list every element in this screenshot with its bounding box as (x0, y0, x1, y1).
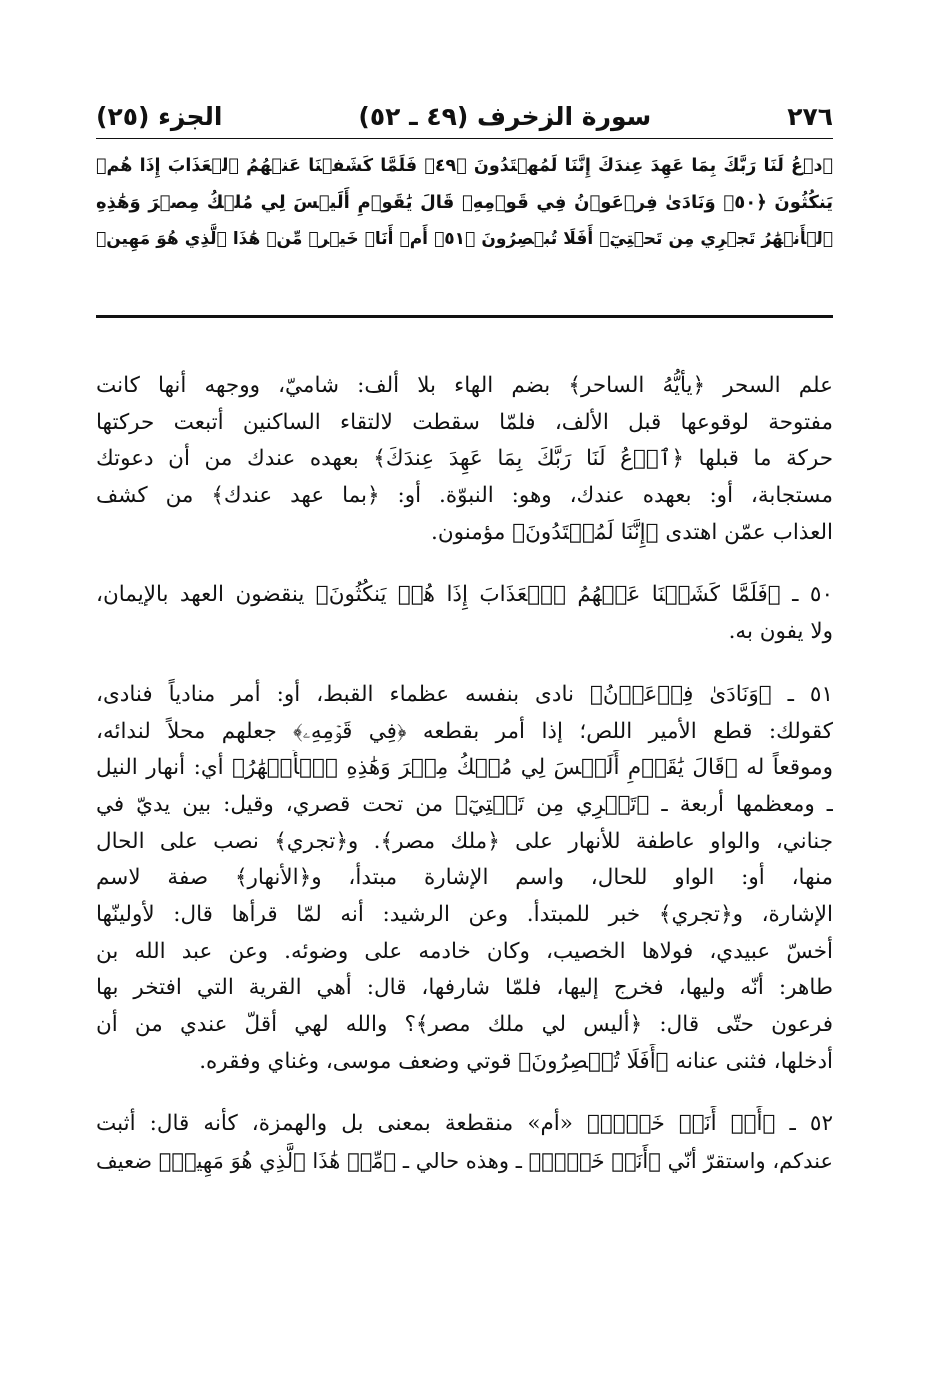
commentary-line: فرعون حتّى قال: ﴿أليس لي ملك مصر﴾؟ والله لهي أقلّ عندي من أن (96, 1012, 833, 1037)
page-header (96, 96, 833, 136)
commentary-line: علم السحر ﴿يأيُّهُ الساحر﴾ بضم الهاء بلا ألف: شاميّ، ووجهه أنها كانت (96, 373, 833, 398)
verse-line: ٱلۡأَنۡهَٰرُ تَجۡرِي مِن تَحۡتِيٓۚ أَفَلَا تُبۡصِرُونَ ﴿٥١﴾ أَمۡ أَنَا۠ خَيۡرٞ مِّنۡ هَٰذَا ٱلَّذِي هُوَ مَهِينٞ (96, 229, 833, 250)
commentary-line: منها، أو: الواو للحال، واسم الإشارة مبتدأ، و﴿الأنهار﴾ صفة لاسم (96, 865, 833, 891)
commentary-line: العذاب عمّن اهتدى ﴿إِنَّنَا لَمُهۡتَدُونَ﴾ مؤمنون. (431, 519, 833, 545)
commentary-paragraph (96, 1106, 833, 1179)
commentary-line: ٥١ ـ ﴿وَنَادَىٰ فِرۡعَوۡنُ﴾ نادى بنفسه عظماء القبط، أو: أمر منادياً فنادى، (96, 681, 833, 707)
juz-label: الجزء (٢٥) (96, 101, 223, 131)
commentary-text (96, 368, 833, 1206)
header-divider (96, 138, 833, 139)
quran-verses-block (96, 148, 833, 308)
commentary-line: وموقعاً له ﴿قَالَ يَٰقَوۡمِ أَلَيۡسَ لِي مُلۡكُ مِصۡرَ وَهَٰذِهِ ٱلۡأَنۡهَٰرُ﴾ أي: أنهار النيل (96, 755, 833, 781)
verse-line: ٱدۡعُ لَنَا رَبَّكَ بِمَا عَهِدَ عِندَكَ إِنَّنَا لَمُهۡتَدُونَ ﴿٤٩﴾ فَلَمَّا كَشَفۡنَا عَنۡهُمُ ٱلۡعَذَابَ إِذَا هُمۡ (96, 156, 833, 176)
commentary-line: ـ ومعظمها أربعة ـ ﴿تَجۡرِي مِن تَحۡتِيٓ﴾ من تحت قصري، وقيل: بين يديّ في (96, 791, 833, 817)
commentary-line: ولا يفون به. (728, 619, 833, 645)
commentary-paragraph (96, 577, 833, 650)
verses-divider (96, 315, 833, 318)
commentary-paragraph (96, 677, 833, 1081)
commentary-paragraph (96, 368, 833, 551)
commentary-line: جناني، والواو عاطفة للأنهار على ﴿ملك مصر﴾. و﴿تجري﴾ نصب على الحال (96, 828, 833, 854)
page-number: ٢٧٦ (787, 101, 833, 131)
commentary-line: أدخلها، فثنى عنانه ﴿أَفَلَا تُبۡصِرُونَ﴾ قوتي وضعف موسى، وغناي وفقره. (199, 1048, 833, 1074)
commentary-line: مفتوحة لوقوعها قبل الألف، فلمّا سقطت لالتقاء الساكنين أتبعت حركتها (96, 409, 833, 435)
commentary-line: كقولك: قطع الأمير اللص؛ إذا أمر بقطعه ﴿فِي قَوۡمِهِۦ﴾ جعلهم محلاً لندائه، (96, 718, 833, 744)
commentary-line: أخسّ عبيدي، فولاها الخصيب، وكان خادمه على وضوئه. وعن عبد الله بن (96, 938, 833, 964)
commentary-line: عندكم، واستقرّ أنّي ﴿أَنَا۠ خَيۡرٞ﴾ ـ وهذه حالي ـ ﴿مِّنۡ هَٰذَا ٱلَّذِي هُوَ مَهِينٞ﴾ ضعيف (96, 1149, 833, 1174)
surah-title: سورة الزخرف (٤٩ ـ ٥٢) (358, 101, 652, 131)
commentary-line: طاهر: أنّه وليها، فخرج إليها، فلمّا شارفها، قال: أهي القرية التي افتخر بها (96, 975, 833, 1001)
commentary-line: ٥٢ ـ ﴿أَمۡ أَنَا۠ خَيۡرٞ﴾ «أم» منقطعة بمعنى بل والهمزة، كأنه قال: أثبت (96, 1111, 833, 1137)
commentary-line: مستجابة، أو: بعهده عندك، وهو: النبوّة. أو: ﴿بما عهد عندك﴾ من كشف (96, 483, 833, 509)
commentary-line: الإشارة، و﴿تجري﴾ خبر للمبتدأ. وعن الرشيد: أنه لمّا قرأها قال: لأولينّها (96, 901, 833, 927)
commentary-line: حركة ما قبلها ﴿ٱدۡعُ لَنَا رَبَّكَ بِمَا عَهِدَ عِندَكَ﴾ بعهده عندك من أن دعوتك (96, 446, 833, 472)
commentary-line: ٥٠ ـ ﴿فَلَمَّا كَشَفۡنَا عَنۡهُمُ ٱلۡعَذَابَ إِذَا هُمۡ يَنكُثُونَ﴾ ينقضون العهد بالإيمان، (96, 582, 833, 608)
verse-line: يَنكُثُونَ ﴿٥٠﴾ وَنَادَىٰ فِرۡعَوۡنُ فِي قَوۡمِهِۦ قَالَ يَٰقَوۡمِ أَلَيۡسَ لِي مُلۡكُ مِصۡرَ وَهَٰذِهِ (96, 191, 833, 213)
